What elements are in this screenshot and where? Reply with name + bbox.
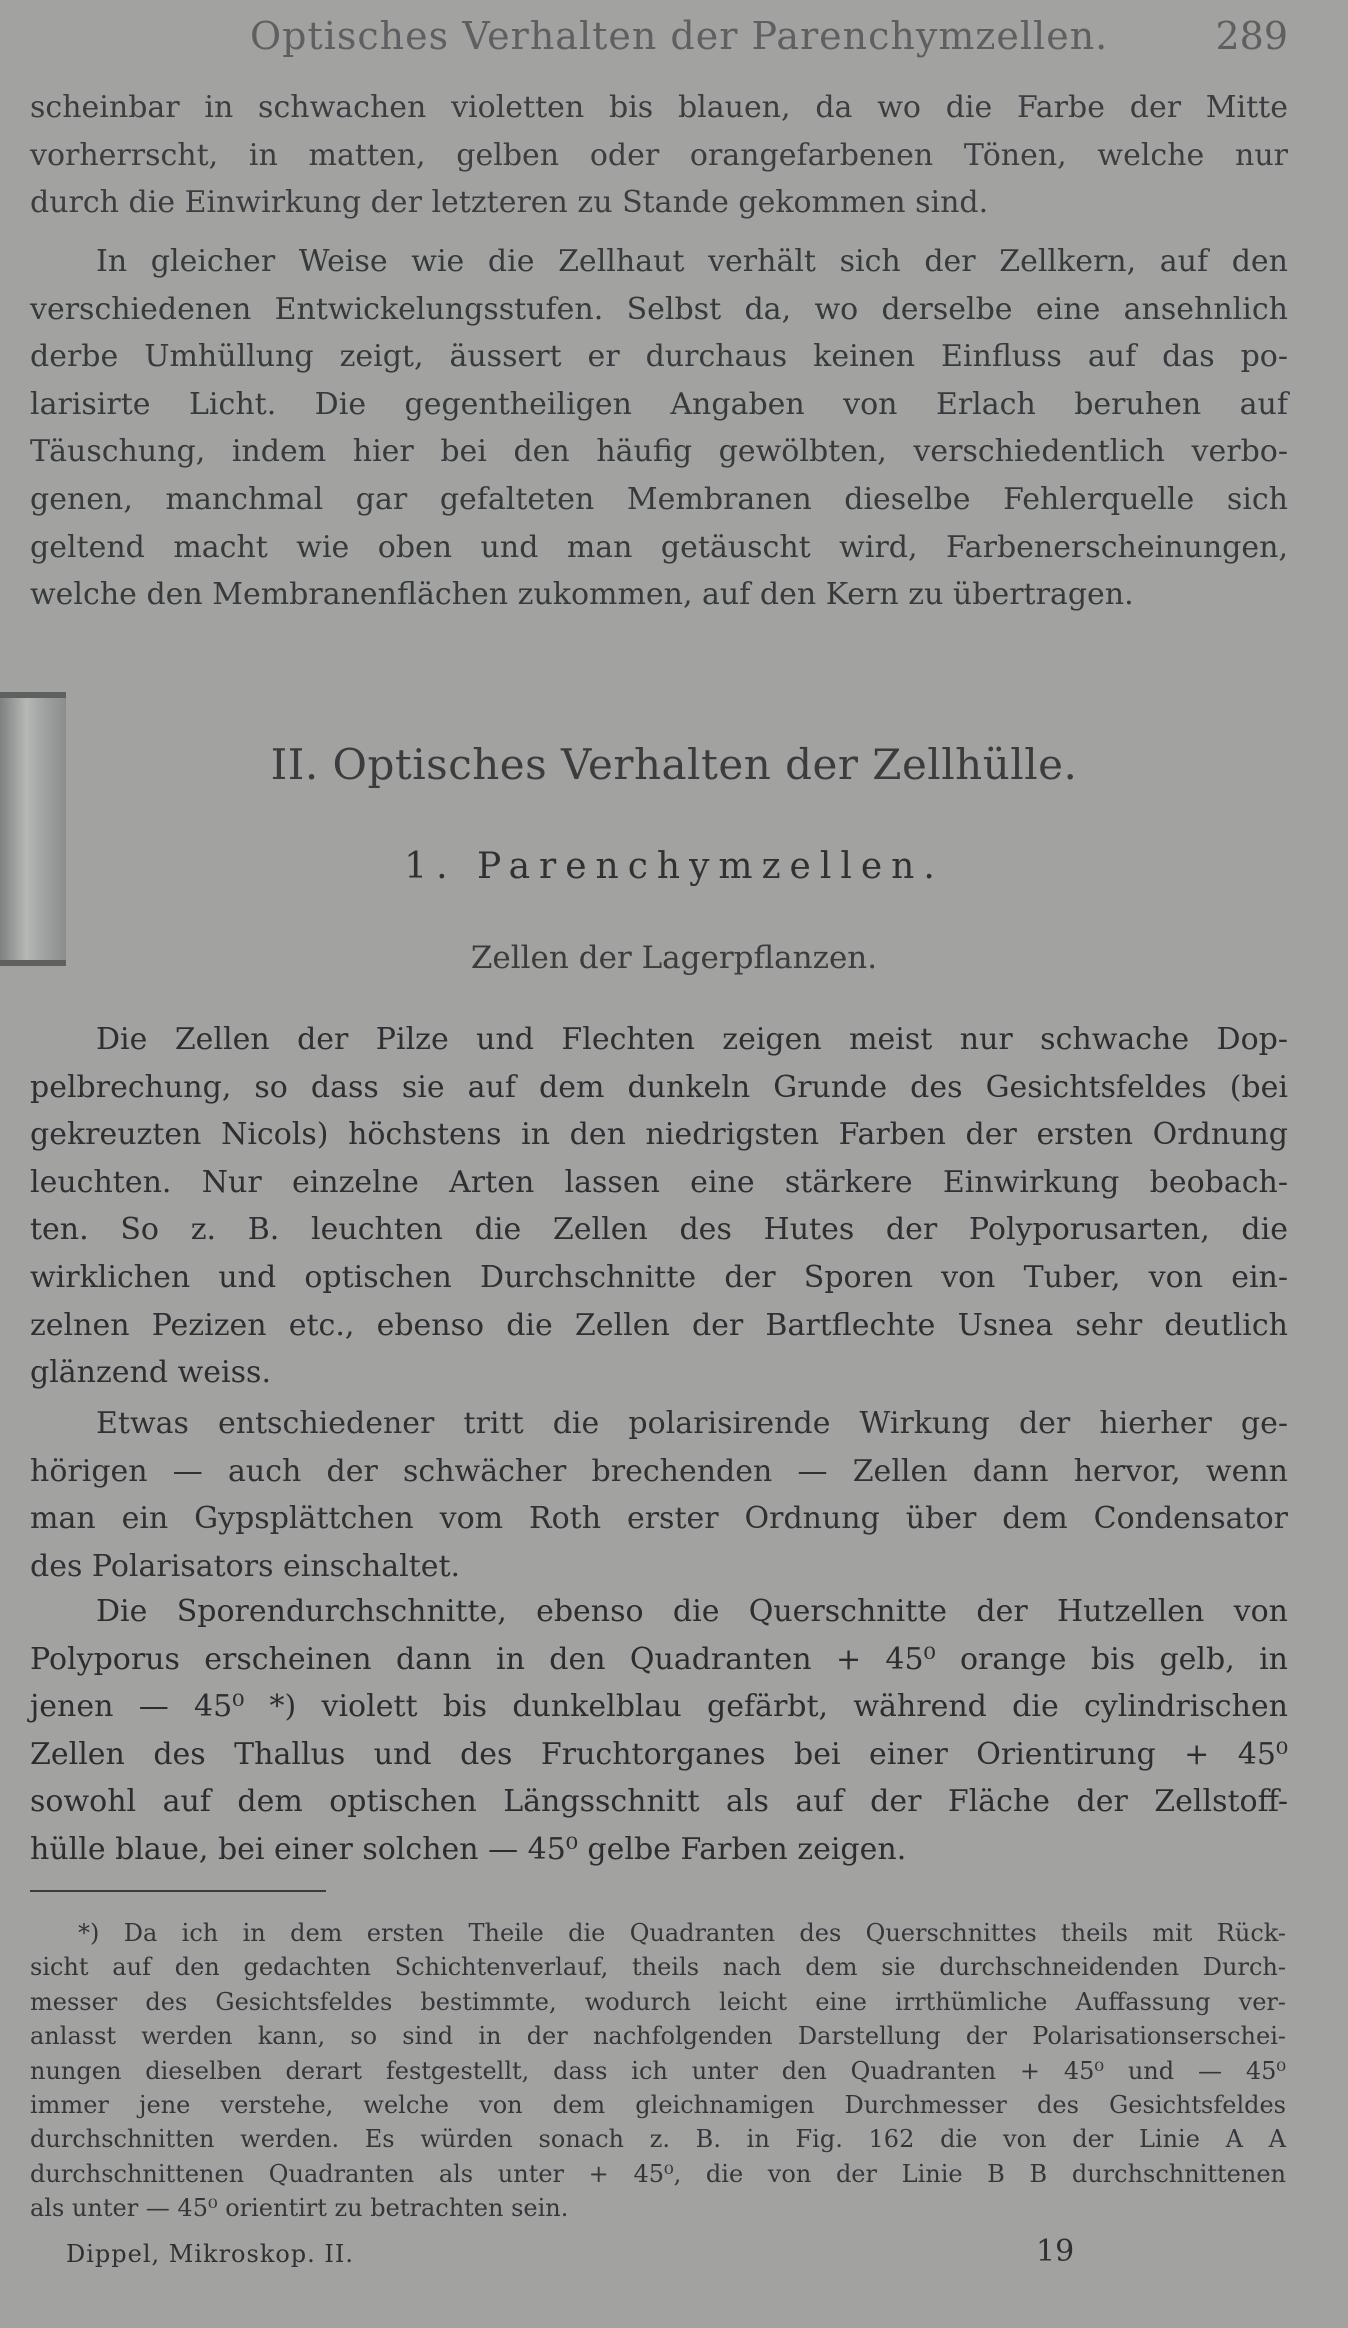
text-line: gekreuzten Nicols) höchstens in den niedrigsten Farben der ersten Ordnung	[30, 1117, 1288, 1153]
footnote-line: durchschnitten werden. Es würden sonach z. B. in Fig. 162 die von der Linie A A	[30, 2125, 1286, 2154]
text-line: Die Sporendurchschnitte, ebenso die Querschnitte der Hutzellen von	[96, 1594, 1288, 1629]
text-line: scheinbar in schwachen violetten bis blauen, da wo die Farbe der Mitte	[30, 90, 1288, 125]
text-line: larisirte Licht. Die gegentheiligen Angaben von Erlach beruhen auf	[30, 386, 1288, 422]
text-line: wirklichen und optischen Durchschnitte der Sporen von Tuber, von ein-	[30, 1259, 1288, 1295]
paragraph-sporendurchschnitte	[30, 1588, 1288, 1874]
footnote-line: sicht auf den gedachten Schichtenverlauf, theils nach dem sie durchschneidenden Durch-	[30, 1953, 1286, 1982]
paragraph-pilze	[30, 1016, 1288, 1397]
text-line: man ein Gypsplättchen vom Roth erster Ordnung über dem Condensator	[30, 1501, 1288, 1537]
text-line: vorherrscht, in matten, gelben oder orangefarbenen Tönen, welche nur	[30, 137, 1288, 173]
text-line: durch die Einwirkung der letzteren zu Stande gekommen sind.	[30, 185, 989, 221]
text-line: zelnen Pezizen etc., ebenso die Zellen der Bartflechte Usnea sehr deutlich	[30, 1307, 1288, 1343]
text-line: genen, manchmal gar gefalteten Membranen dieselbe Fehlerquelle sich	[30, 481, 1288, 517]
subsection-heading: 1. Parenchymzellen.	[404, 846, 944, 887]
sub-subheading: Zellen der Lagerpflanzen.	[470, 940, 878, 976]
text-line: Täuschung, indem hier bei den häufig gewölbten, verschiedentlich verbo-	[30, 434, 1288, 470]
text-line: hörigen — auch der schwächer brechenden — Zellen dann hervor, wenn	[30, 1453, 1288, 1489]
text-line: pelbrechung, so dass sie auf dem dunkeln Grunde des Gesichtsfeldes (bei	[30, 1069, 1288, 1105]
footnote	[30, 1916, 1286, 2226]
text-line: des Polarisators einschaltet.	[30, 1548, 461, 1584]
footnote-rule	[30, 1890, 326, 1892]
text-line: In gleicher Weise wie die Zellhaut verhält sich der Zellkern, auf den	[96, 244, 1288, 279]
text-line: geltend macht wie oben und man getäuscht wird, Farbenerscheinungen,	[30, 529, 1288, 565]
footnote-line: messer des Gesichtsfeldes bestimmte, wodurch leicht eine irrthümliche Auffassung ver-	[30, 1987, 1286, 2016]
footnote-line: als unter — 45⁰ orientirt zu betrachten sein.	[30, 2194, 569, 2223]
paragraph-zellkern	[30, 238, 1288, 619]
footnote-line: immer jene verstehe, welche von dem gleichnamigen Durchmesser des Gesichtsfeldes	[30, 2091, 1286, 2120]
page-number: 289	[1215, 14, 1288, 58]
footnote-line: nungen dieselben derart festgestellt, dass ich unter den Quadranten + 45⁰ und — 45⁰	[30, 2056, 1286, 2085]
text-line: Polyporus erscheinen dann in den Quadranten + 45⁰ orange bis gelb, in	[30, 1641, 1288, 1677]
text-line: glänzend weiss.	[30, 1355, 271, 1391]
text-line: ten. So z. B. leuchten die Zellen des Hutes der Polyporusarten, die	[30, 1212, 1288, 1248]
footnote-line: durchschnittenen Quadranten als unter + 45⁰, die von der Linie B B durchschnittenen	[30, 2159, 1286, 2188]
text-line: Etwas entschiedener tritt die polarisirende Wirkung der hierher ge-	[96, 1406, 1288, 1441]
running-title: Optisches Verhalten der Parenchymzellen.	[250, 14, 1109, 58]
text-line: Zellen des Thallus und des Fruchtorganes bei einer Orientirung + 45⁰	[30, 1736, 1288, 1772]
sheet-number: 19	[1036, 2234, 1075, 2269]
page-edge-tab	[0, 692, 66, 966]
section-heading: II. Optisches Verhalten der Zellhülle.	[270, 740, 1078, 789]
footnote-line: anlasst werden kann, so sind in der nachfolgenden Darstellung der Polarisationserschei-	[30, 2022, 1286, 2051]
text-line: sowohl auf dem optischen Längsschnitt als auf der Fläche der Zellstoff-	[30, 1784, 1288, 1820]
text-line: hülle blaue, bei einer solchen — 45⁰ gelbe Farben zeigen.	[30, 1831, 907, 1867]
text-line: Die Zellen der Pilze und Flechten zeigen meist nur schwache Dop-	[96, 1022, 1288, 1057]
text-line: welche den Membranenflächen zukommen, auf den Kern zu übertragen.	[30, 577, 1134, 613]
printer-signature: Dippel, Mikroskop. II.	[66, 2240, 355, 2268]
text-line: derbe Umhüllung zeigt, äussert er durchaus keinen Einfluss auf das po-	[30, 339, 1288, 375]
paragraph-gypsplaettchen	[30, 1400, 1288, 1590]
running-head	[250, 14, 1288, 64]
footnote-line: *) Da ich in dem ersten Theile die Quadranten des Querschnittes theils mit Rück-	[78, 1919, 1286, 1947]
paragraph-continuation	[30, 84, 1288, 227]
text-line: jenen — 45⁰ *) violett bis dunkelblau gefärbt, während die cylindrischen	[30, 1689, 1288, 1725]
text-line: leuchten. Nur einzelne Arten lassen eine stärkere Einwirkung beobach-	[30, 1164, 1288, 1200]
text-line: verschiedenen Entwickelungsstufen. Selbst da, wo derselbe eine ansehnlich	[30, 291, 1288, 327]
